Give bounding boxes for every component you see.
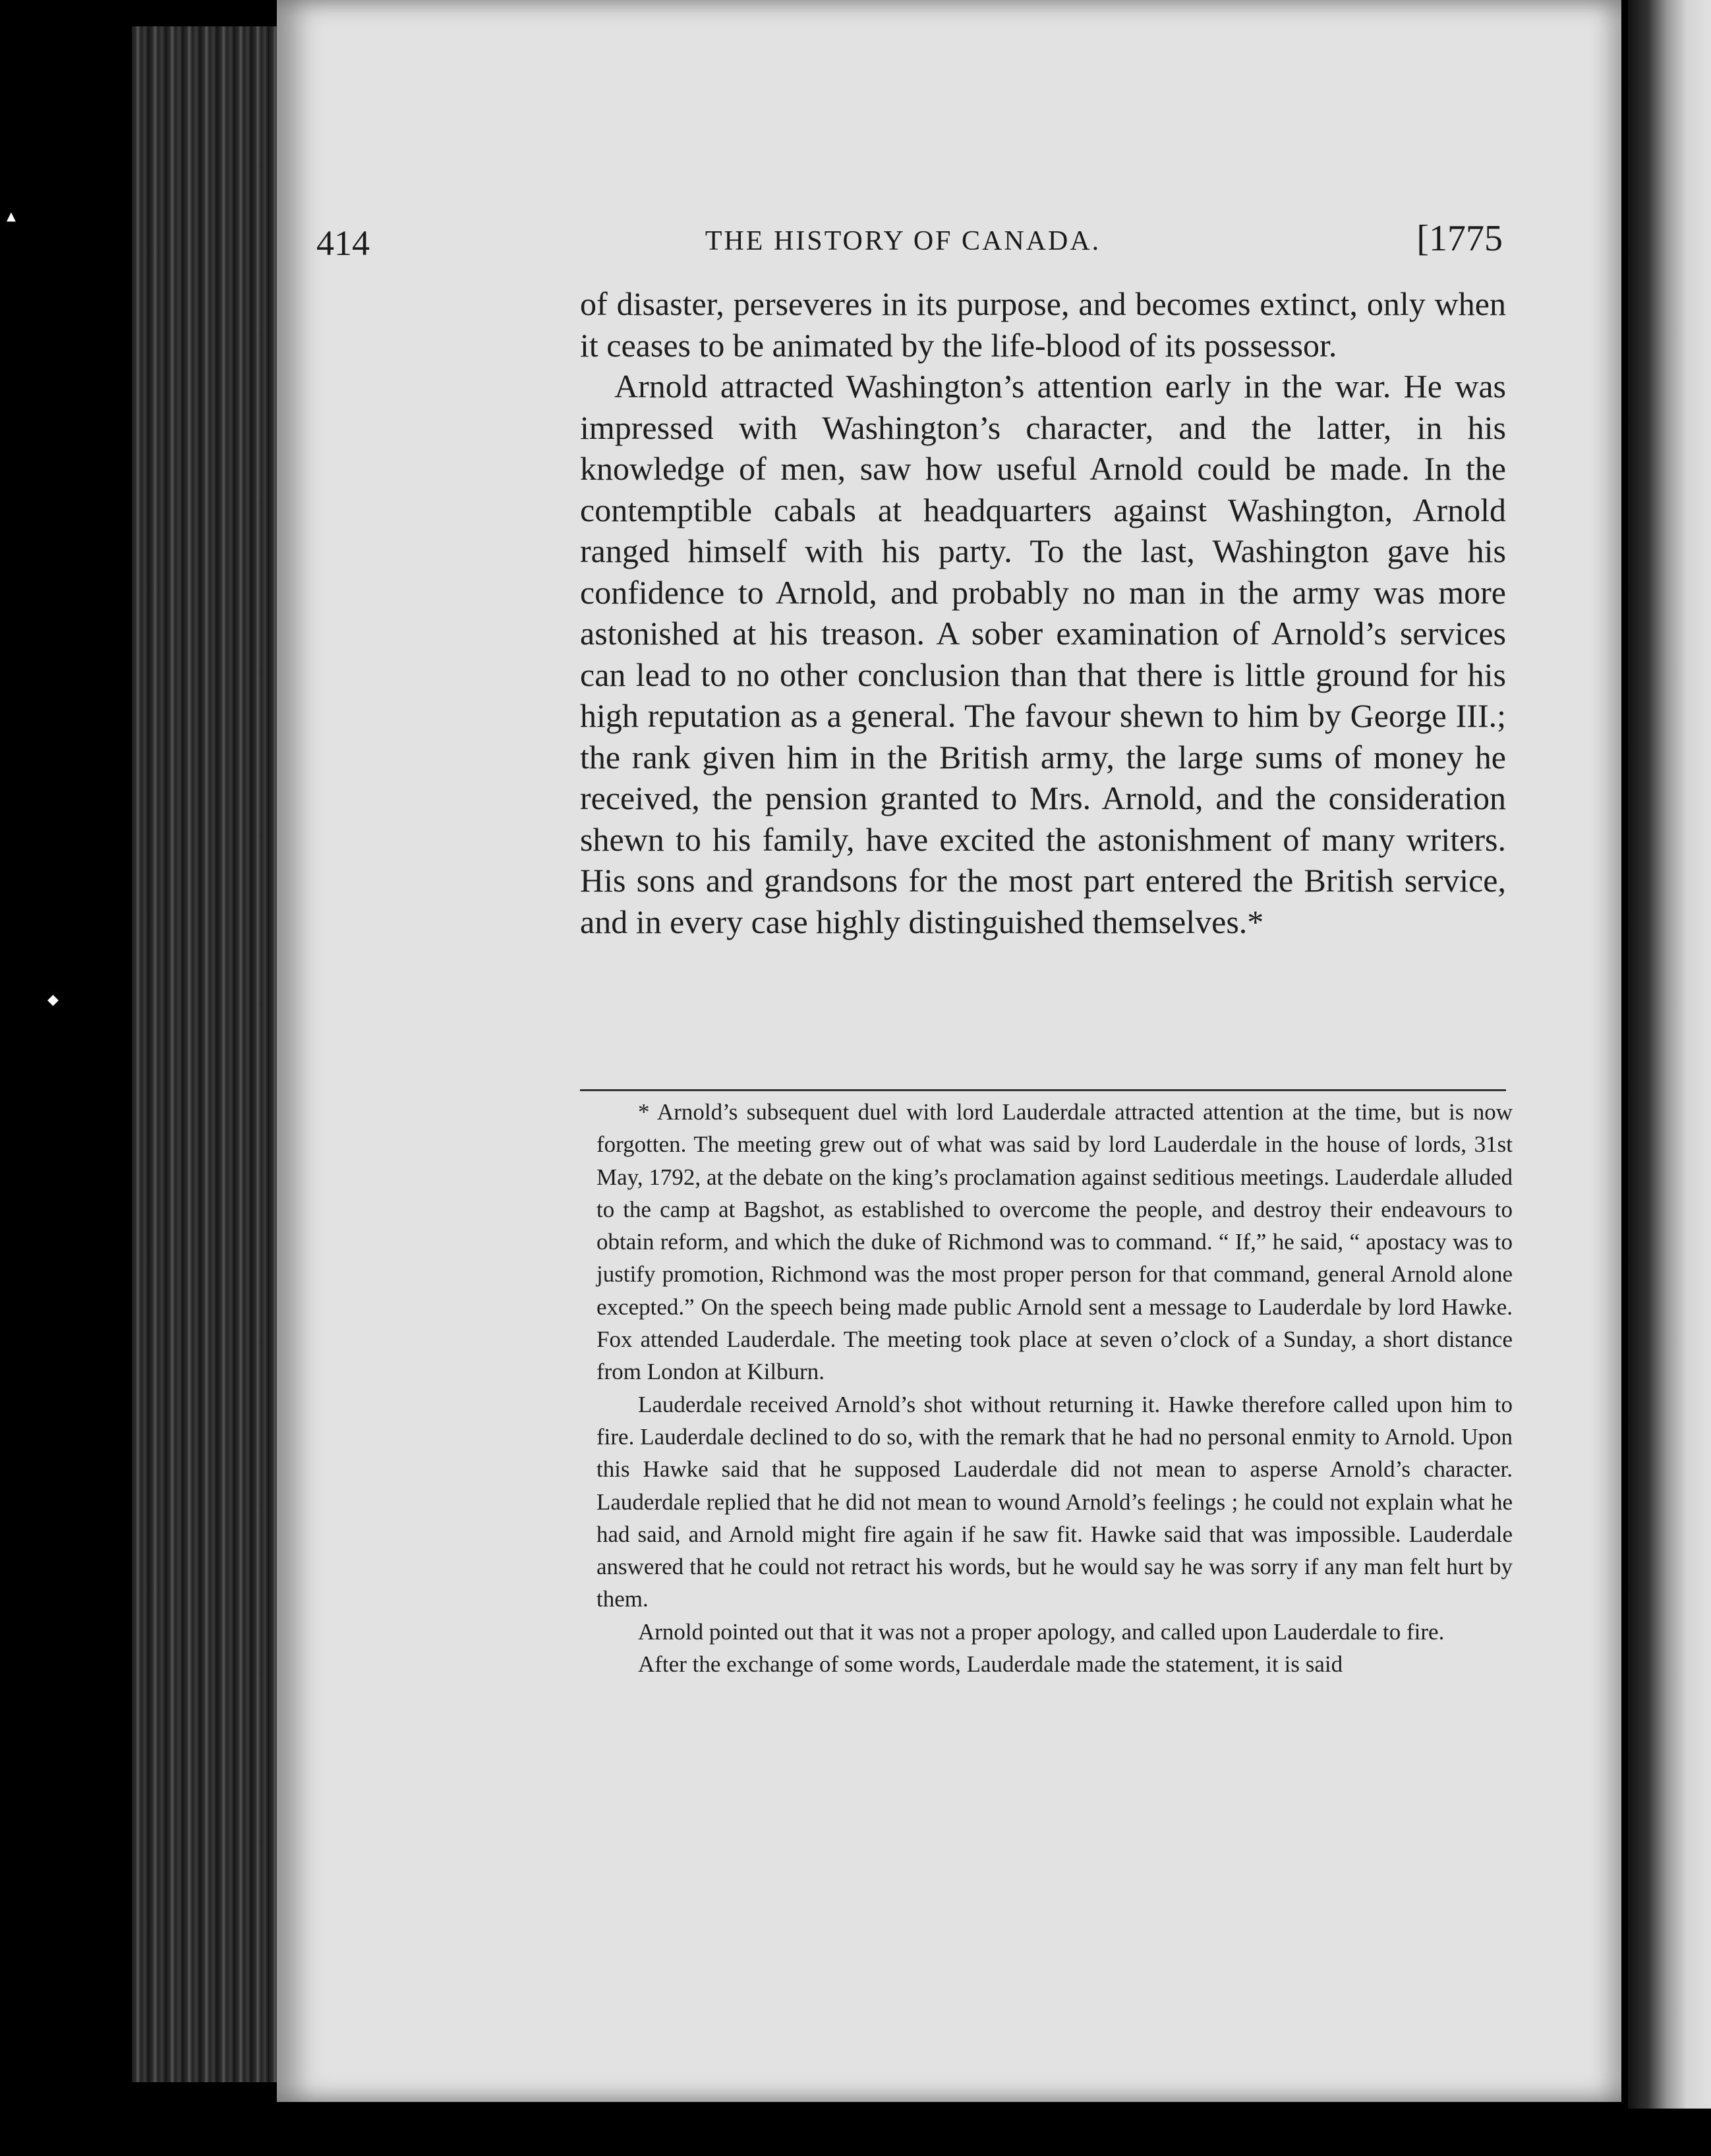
footnotes	[596, 1096, 1513, 1680]
body-paragraph: Arnold attracted Washington’s attention early in the war. He was impressed with Washington’s character, and the latter, in his knowledge of men, saw how useful Arnold could be made. In the contemptible cabals at headquarters against Washington, Arnold ranged himself with his party. To the last, Washington gave his confidence to Arnold, and probably no man in the army was more astonished at his treason. A sober examination of Arnold’s services can lead to no other conclusion than that there is little ground for his high reputation as a general. The favour shewn to him by George III.; the rank given him in the British army, the large sums of money he received, the pension granted to Mrs. Arnold, and the consideration shewn to his family, have excited the astonishment of many writers. His sons and grandsons for the most part entered the British service, and in every case highly distinguished themselves.*	[580, 368, 1506, 940]
running-year: [1775	[1416, 218, 1503, 259]
footnote-paragraph: After the exchange of some words, Lauderdale made the statement, it is said	[638, 1651, 1343, 1678]
footnote-paragraph: * Arnold’s subsequent duel with lord Lauderdale attracted attention at the time, but is now forgotten. The meeting grew out of what was said by lord Lauderdale in the house of lords, 31st May, 1792, at the debate on the king’s proclamation against seditious meetings. Lauderdale alluded to the camp at Bagshot, as established to overcome the people, and destroy their endeavours to obtain reform, and which the duke of Richmond was to command. “ If,” he said, “ apostacy was to justify promotion, Richmond was the most proper person for that command, general Arnold alone excepted.” On the speech being made public Arnold sent a message to Lauderdale by lord Hawke. Fox attended Lauderdale. The meeting took place at seven o’clock of a Sunday, a short distance from London at Kilburn.	[596, 1099, 1513, 1385]
scan-speck: ▲	[7, 210, 16, 223]
footnote-paragraph: Lauderdale received Arnold’s shot without returning it. Hawke therefore called upon him to fire. Lauderdale declined to do so, with the remark that he had no personal enmity to Arnold. Upon this Hawke said that he supposed Lauderdale did not mean to asperse Arnold’s character. Lauderdale replied that he did not mean to wound Arnold’s feelings ; he could not explain what he had said, and Arnold might fire again if he saw fit. Hawke said that was impossible. Lauderdale answered that he could not retract his words, but he would say he was sorry if any man felt hurt by them.	[596, 1391, 1513, 1612]
facing-page-edge	[1628, 0, 1711, 2109]
page-number: 414	[316, 223, 370, 263]
body-paragraph: of disaster, perseveres in its purpose, and becomes extinct, only when it ceases to be animated by the life-blood of its possessor.	[580, 285, 1506, 364]
scan-speck: ◆	[47, 992, 59, 1008]
footnote-paragraph: Arnold pointed out that it was not a proper apology, and called upon Lauderdale to fire.	[638, 1618, 1445, 1645]
body-text	[580, 283, 1506, 942]
running-head	[303, 217, 1503, 270]
book-fore-edge	[132, 26, 277, 2082]
running-title: THE HISTORY OF CANADA.	[705, 226, 1101, 256]
footnote-rule	[580, 1089, 1506, 1091]
